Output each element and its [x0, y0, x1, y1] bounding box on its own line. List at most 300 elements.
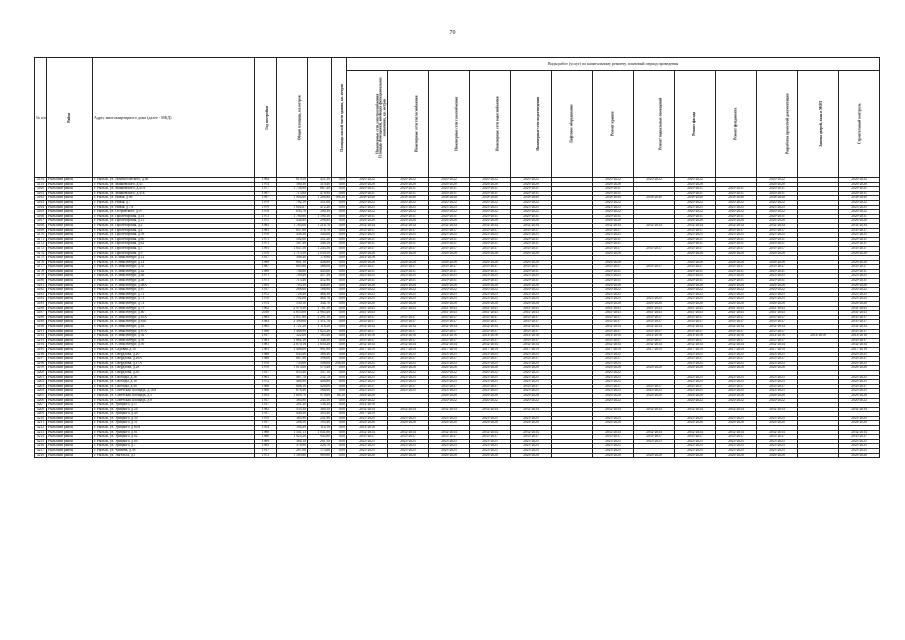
cell-work-period: 2017-2019: [470, 347, 511, 352]
cell-work-period: 2014-2016: [470, 334, 511, 339]
cell-area-living: 398,00: [308, 357, 332, 362]
cell-address: г. Рыльск, ул. Садовая, д.10: [93, 347, 255, 352]
cell-work-period: 2041-2043: [593, 306, 634, 311]
cell-work-period: 2029-2031: [470, 237, 511, 242]
cell-work-period: 2026-2028: [347, 182, 388, 187]
cell-area-total: 287,00: [277, 449, 308, 454]
cell-work-period: 2020-2022: [429, 178, 470, 183]
cell-address: г. Рыльск, ул. Р.Люксембург, д.14: [93, 260, 255, 265]
cell-work-period: 2035-2037: [511, 246, 552, 251]
cell-work-period: 2023-2025: [511, 361, 552, 366]
cell-address: г. Рыльск, ул. Р.Люксембург, д.67: [93, 288, 255, 293]
cell-area-total: 1 589,80: [277, 453, 308, 458]
cell-work-period: 2029-2031: [511, 214, 552, 219]
cell-work-period: 2020-2022: [511, 370, 552, 375]
cell-work-period: 2023-2025: [675, 439, 716, 444]
cell-work-period: 2035-2037: [429, 435, 470, 440]
cell-district: Рыльский район: [47, 283, 93, 288]
cell-work-period: 2023-2025: [511, 292, 552, 297]
cell-work-period: 2032-2034: [470, 407, 511, 412]
cell-work-period: 2032-2034: [470, 325, 511, 330]
cell-district: Рыльский район: [47, 242, 93, 247]
cell-work-period: 2026-2028: [839, 302, 880, 307]
cell-area-commercial: 0,00: [332, 430, 347, 435]
cell-work-period: 2023-2025: [839, 361, 880, 366]
cell-address: г. Рыльск, ул. Свободы, д.40: [93, 384, 255, 389]
cell-work-period: 2029-2031: [593, 191, 634, 196]
cell-work-period: 2041-2043: [757, 311, 798, 316]
cell-work-period: 2029-2031: [470, 279, 511, 284]
cell-year: 1962: [255, 306, 277, 311]
cell-work-period: 2035-2037: [634, 265, 675, 270]
cell-address: г. Рыльск, ул. Пролетарская, д.2: [93, 223, 255, 228]
cell-area-living: 351,20: [308, 237, 332, 242]
cell-work-period: 2035-2037: [757, 246, 798, 251]
cell-work-period: 2029-2031: [716, 237, 757, 242]
cell-work-period: 2035-2037: [429, 246, 470, 251]
cell-work-period: 2023-2025: [429, 416, 470, 421]
cell-work-period: 2020-2022: [429, 288, 470, 293]
cell-work-period: 2029-2031: [511, 187, 552, 192]
cell-year: 1983: [255, 444, 277, 449]
cell-address: г. Рыльск, ул. Р.Люксембург, д.42: [93, 269, 255, 274]
cell-area-living: 344,70: [308, 302, 332, 307]
cell-address: г. Рыльск, ул. Урицкого, д.60А: [93, 426, 255, 431]
cell-work-period: 2023-2025: [716, 233, 757, 238]
cell-work-period: 2020-2022: [470, 200, 511, 205]
cell-work-period: 2029-2031: [839, 242, 880, 247]
cell-work-period: 2017-2019: [593, 347, 634, 352]
cell-work-period: 2026-2028: [511, 453, 552, 458]
cell-address: г. Рыльск, ул. Р.Люксембург, д.80: [93, 311, 255, 316]
cell-work-period: 2035-2037: [839, 228, 880, 233]
cell-work-period: 2023-2025: [593, 292, 634, 297]
cell-work-period: 2017-2019: [634, 347, 675, 352]
cell-work-period: 2023-2025: [593, 205, 634, 210]
cell-area-commercial: 0,00: [332, 338, 347, 343]
cell-work-period: 2023-2025: [470, 449, 511, 454]
cell-work-period: 2023-2025: [839, 274, 880, 279]
cell-area-living: 508,00: [308, 361, 332, 366]
cell-work-period: 2023-2025: [470, 375, 511, 380]
cell-work-period: 2023-2025: [675, 361, 716, 366]
cell-work-period: 2023-2025: [593, 361, 634, 366]
cell-work-period: 2029-2031: [593, 237, 634, 242]
cell-work-period: 2035-2037: [511, 228, 552, 233]
cell-year: 1978: [255, 210, 277, 215]
header-work-elevator: Лифтовое оборудование: [552, 71, 593, 178]
cell-work-period: 2020-2022: [675, 398, 716, 403]
cell-work-period: 2029-2031: [675, 214, 716, 219]
cell-area-living: 404,80: [308, 380, 332, 385]
cell-area-total: 713,80: [277, 191, 308, 196]
cell-work-period: 2026-2028: [716, 453, 757, 458]
cell-work-period: 2038-2040: [634, 196, 675, 201]
cell-area-living: 1 041,60: [308, 430, 332, 435]
cell-work-period: 2026-2028: [839, 393, 880, 398]
cell-district: Рыльский район: [47, 398, 93, 403]
cell-work-period: 2023-2025: [839, 444, 880, 449]
cell-area-total: 440,30: [277, 412, 308, 417]
cell-work-period: 2032-2034: [716, 407, 757, 412]
cell-area-commercial: 86,30: [332, 393, 347, 398]
cell-work-period: 2041-2043: [716, 306, 757, 311]
cell-work-period: 2035-2037: [593, 384, 634, 389]
cell-work-period: 2029-2031: [675, 187, 716, 192]
cell-area-total: 713,40: [277, 279, 308, 284]
cell-area-commercial: 0,00: [332, 260, 347, 265]
cell-work-period: 2026-2028: [839, 283, 880, 288]
cell-work-period: 2026-2028: [347, 260, 388, 265]
cell-work-period: 2032-2034: [429, 407, 470, 412]
cell-address: г. Рыльск, ул. Урицкого, д.7: [93, 444, 255, 449]
cell-work-period: 2020-2022: [388, 370, 429, 375]
cell-work-period: 2020-2022: [470, 178, 511, 183]
cell-area-commercial: 0,00: [332, 200, 347, 205]
cell-year: 1954: [255, 426, 277, 431]
cell-area-living: 243,50: [308, 398, 332, 403]
cell-work-period: 2035-2037: [347, 435, 388, 440]
cell-area-living: 991,80: [308, 347, 332, 352]
cell-area-living: 576,70: [308, 228, 332, 233]
cell-work-period: 2023-2025: [388, 352, 429, 357]
header-work-design-docs: Разработка проектной документации: [757, 71, 798, 178]
cell-work-period: 2035-2037: [388, 384, 429, 389]
cell-address: г. Рыльск, ул. Р.Люксембург, д.83: [93, 325, 255, 330]
cell-work-period: 2020-2022: [757, 398, 798, 403]
cell-area-commercial: 0,00: [332, 256, 347, 261]
cell-area-living: 347,10: [308, 370, 332, 375]
cell-work-period: 2023-2025: [593, 444, 634, 449]
cell-work-period: 2023-2025: [347, 352, 388, 357]
cell-work-period: 2035-2037: [839, 315, 880, 320]
cell-area-living: 114,10: [308, 426, 332, 431]
cell-work-period: 2023-2025: [716, 292, 757, 297]
cell-number: 4194: [35, 343, 47, 348]
cell-work-period: 2035-2037: [593, 265, 634, 270]
cell-area-total: 1 736,90: [277, 187, 308, 192]
cell-area-living: 970,60: [308, 393, 332, 398]
cell-area-commercial: 0,00: [332, 453, 347, 458]
cell-work-period: 2032-2034: [716, 343, 757, 348]
cell-work-period: 2029-2031: [511, 242, 552, 247]
cell-work-period: 2029-2031: [347, 242, 388, 247]
cell-district: Рыльский район: [47, 297, 93, 302]
cell-work-period: 2026-2028: [388, 283, 429, 288]
cell-area-total: 1 488,90: [277, 329, 308, 334]
cell-work-period: 2035-2037: [716, 265, 757, 270]
cell-work-period: 2023-2025: [757, 439, 798, 444]
cell-year: 1979: [255, 200, 277, 205]
cell-work-period: 2035-2037: [593, 315, 634, 320]
cell-address: г. Рыльск, ул. Р.Люксембург, д.95: [93, 343, 255, 348]
cell-work-period: 2023-2025: [757, 416, 798, 421]
cell-work-period: 2032-2034: [470, 430, 511, 435]
cell-district: Рыльский район: [47, 449, 93, 454]
cell-work-period: 2026-2028: [511, 421, 552, 426]
cell-work-period: 2023-2025: [388, 380, 429, 385]
cell-work-period: 2032-2034: [593, 343, 634, 348]
cell-work-period: 2029-2031: [593, 242, 634, 247]
cell-work-period: 2032-2034: [839, 407, 880, 412]
cell-year: 1985: [255, 325, 277, 330]
cell-number: 4209: [35, 412, 47, 417]
cell-work-period: 2035-2037: [634, 246, 675, 251]
cell-work-period: 2032-2034: [757, 325, 798, 330]
cell-area-commercial: 0,00: [332, 389, 347, 394]
cell-work-period: 2023-2025: [347, 416, 388, 421]
cell-area-total: 605,80: [277, 265, 308, 270]
cell-work-period: 2023-2025: [675, 416, 716, 421]
cell-work-period: 2023-2025: [634, 297, 675, 302]
cell-district: Рыльский район: [47, 200, 93, 205]
cell-work-period: 2023-2025: [675, 205, 716, 210]
cell-work-period: 2026-2028: [675, 453, 716, 458]
cell-area-total: 1 862,10: [277, 338, 308, 343]
cell-work-period: 2035-2037: [757, 228, 798, 233]
cell-work-period: 2023-2025: [675, 292, 716, 297]
cell-work-period: 2023-2025: [511, 380, 552, 385]
cell-work-period: 2023-2025: [388, 389, 429, 394]
cell-work-period: 2038-2040: [347, 196, 388, 201]
cell-work-period: 2035-2037: [634, 329, 675, 334]
cell-work-period: 2023-2025: [757, 380, 798, 385]
cell-work-period: 2035-2037: [347, 338, 388, 343]
cell-work-period: 2023-2025: [675, 444, 716, 449]
cell-work-period: 2038-2040: [716, 196, 757, 201]
cell-work-period: 2035-2037: [347, 246, 388, 251]
cell-work-period: 2023-2025: [388, 233, 429, 238]
cell-work-period: 2014-2016: [634, 334, 675, 339]
cell-work-period: 2020-2022: [839, 200, 880, 205]
header-area-living: Площадь жилой части здания, кв. метров: [308, 58, 332, 178]
cell-work-period: 2035-2037: [388, 357, 429, 362]
cell-work-period: 2035-2037: [675, 315, 716, 320]
cell-work-period: 2026-2028: [675, 302, 716, 307]
cell-work-period: 2026-2028: [347, 251, 388, 256]
cell-area-living: 138,30: [308, 403, 332, 408]
cell-number: 4164: [35, 205, 47, 210]
cell-work-period: 2023-2025: [470, 297, 511, 302]
cell-work-period: 2023-2025: [839, 380, 880, 385]
cell-district: Рыльский район: [47, 329, 93, 334]
cell-district: Рыльский район: [47, 338, 93, 343]
cell-area-total: 709,40: [277, 274, 308, 279]
cell-work-period: 2023-2025: [470, 274, 511, 279]
cell-work-period: 2032-2034: [839, 430, 880, 435]
cell-work-period: 2041-2043: [429, 311, 470, 316]
cell-work-period: 2014-2016: [429, 334, 470, 339]
cell-work-period: 2029-2031: [388, 237, 429, 242]
cell-year: 1917: [255, 288, 277, 293]
cell-area-living: 568,60: [308, 389, 332, 394]
cell-work-period: 2038-2040: [839, 196, 880, 201]
cell-work-period: 2032-2034: [757, 223, 798, 228]
cell-work-period: 2038-2040: [511, 196, 552, 201]
cell-work-period: 2029-2031: [675, 242, 716, 247]
cell-area-living: 464,70: [308, 297, 332, 302]
cell-number: 4199: [35, 366, 47, 371]
cell-district: Рыльский район: [47, 178, 93, 183]
cell-work-period: 2026-2028: [593, 302, 634, 307]
cell-work-period: 2023-2025: [347, 205, 388, 210]
cell-address: г. Рыльск, ул. Урицкого, д.51: [93, 421, 255, 426]
cell-work-period: 2020-2022: [347, 178, 388, 183]
cell-work-period: 2032-2034: [593, 223, 634, 228]
cell-work-period: 2020-2022: [511, 398, 552, 403]
cell-area-total: 194,40: [277, 426, 308, 431]
cell-district: Рыльский район: [47, 292, 93, 297]
cell-number: 4174: [35, 251, 47, 256]
cell-area-total: 643,40: [277, 352, 308, 357]
cell-work-period: 2029-2031: [347, 237, 388, 242]
cell-work-period: 2023-2025: [388, 439, 429, 444]
cell-area-commercial: 0,00: [332, 329, 347, 334]
cell-work-period: 2029-2031: [757, 279, 798, 284]
cell-area-commercial: 0,00: [332, 370, 347, 375]
cell-year: 1975: [255, 219, 277, 224]
cell-work-period: 2023-2025: [470, 439, 511, 444]
cell-area-commercial: 0,00: [332, 265, 347, 270]
cell-work-period: 2032-2034: [634, 343, 675, 348]
cell-area-total: 1 721,20: [277, 325, 308, 330]
cell-number: 4171: [35, 237, 47, 242]
cell-district: Рыльский район: [47, 416, 93, 421]
cell-area-living: 1 190,10: [308, 214, 332, 219]
cell-district: Рыльский район: [47, 302, 93, 307]
cell-district: Рыльский район: [47, 187, 93, 192]
cell-area-commercial: 168,20: [332, 196, 347, 201]
cell-work-period: 2023-2025: [347, 449, 388, 454]
cell-work-period: 2017-2019: [388, 347, 429, 352]
cell-year: 1983: [255, 315, 277, 320]
cell-address: г. Рыльск, ул. Энгельса, д.1: [93, 453, 255, 458]
cell-area-living: 178,90: [308, 256, 332, 261]
header-work-gas: Инженерные сети газоснабжения: [429, 71, 470, 178]
cell-work-period: 2023-2025: [470, 380, 511, 385]
cell-address: г. Рыльск, ул. Урицкого, д.64: [93, 439, 255, 444]
cell-work-period: 2023-2025: [429, 375, 470, 380]
cell-area-living: 445,00: [308, 269, 332, 274]
cell-area-commercial: 0,00: [332, 421, 347, 426]
cell-area-commercial: 0,00: [332, 214, 347, 219]
cell-number: 4210: [35, 416, 47, 421]
cell-area-living: 1 039,50: [308, 251, 332, 256]
cell-district: Рыльский район: [47, 228, 93, 233]
cell-work-period: 2023-2025: [511, 416, 552, 421]
cell-work-period: 2020-2022: [511, 200, 552, 205]
cell-work-period: 2026-2028: [716, 302, 757, 307]
cell-address: г. Рыльск, ул. Новая, д.86: [93, 196, 255, 201]
cell-district: Рыльский район: [47, 366, 93, 371]
cell-work-period: 2035-2037: [593, 320, 634, 325]
cell-work-period: 2026-2028: [470, 283, 511, 288]
cell-area-commercial: 0,00: [332, 237, 347, 242]
cell-number: 4208: [35, 407, 47, 412]
cell-work-period: 2026-2028: [511, 366, 552, 371]
cell-work-period: 2023-2025: [429, 361, 470, 366]
cell-district: Рыльский район: [47, 246, 93, 251]
cell-address: г. Рыльск, ул. Пролетарская, д.60: [93, 237, 255, 242]
cell-work-period: 2017-2019: [675, 347, 716, 352]
cell-work-period: 2026-2028: [757, 251, 798, 256]
cell-number: 4214: [35, 435, 47, 440]
cell-area-commercial: 0,00: [332, 288, 347, 293]
cell-work-period: 2023-2025: [757, 352, 798, 357]
cell-area-total: 208,50: [277, 421, 308, 426]
cell-year: 1917: [255, 421, 277, 426]
cell-district: Рыльский район: [47, 380, 93, 385]
cell-work-period: 2032-2034: [675, 343, 716, 348]
cell-address: г. Рыльск, ул. Пролетарская, д.58: [93, 233, 255, 238]
cell-work-period: 2032-2034: [839, 325, 880, 330]
cell-work-period: 2035-2037: [347, 357, 388, 362]
cell-work-period: 2020-2022: [675, 200, 716, 205]
cell-work-period: 2023-2025: [388, 292, 429, 297]
cell-work-period: 2023-2025: [839, 352, 880, 357]
cell-work-period: 2035-2037: [593, 329, 634, 334]
cell-area-total: 268,60: [277, 288, 308, 293]
cell-work-period: 2026-2028: [757, 182, 798, 187]
cell-work-period: 2035-2037: [347, 320, 388, 325]
cell-area-total: 1 013,00: [277, 366, 308, 371]
cell-work-period: 2020-2022: [839, 178, 880, 183]
cell-work-period: 2032-2034: [347, 223, 388, 228]
cell-number: 4216: [35, 444, 47, 449]
cell-work-period: 2017-2019: [347, 347, 388, 352]
cell-work-period: 2023-2025: [593, 416, 634, 421]
cell-year: 1917: [255, 334, 277, 339]
cell-district: Рыльский район: [47, 210, 93, 215]
cell-work-period: 2026-2028: [593, 421, 634, 426]
cell-work-period: 2020-2022: [429, 398, 470, 403]
cell-work-period: 2035-2037: [757, 357, 798, 362]
cell-work-period: 2026-2028: [675, 251, 716, 256]
cell-district: Рыльский район: [47, 361, 93, 366]
cell-work-period: 2026-2028: [511, 393, 552, 398]
cell-area-commercial: 0,00: [332, 435, 347, 440]
cell-work-period: 2026-2028: [511, 182, 552, 187]
cell-year: 1985: [255, 223, 277, 228]
cell-work-period: 2023-2025: [511, 205, 552, 210]
cell-year: 1986: [255, 430, 277, 435]
cell-district: Рыльский район: [47, 219, 93, 224]
cell-work-period: 2023-2025: [511, 449, 552, 454]
cell-work-period: 2023-2025: [716, 444, 757, 449]
cell-number: 4163: [35, 200, 47, 205]
header-work-heating: Инженерные сети теплоснабжения: [388, 71, 429, 178]
cell-district: Рыльский район: [47, 214, 93, 219]
cell-work-period: 2020-2022: [716, 210, 757, 215]
cell-number: 4189: [35, 320, 47, 325]
cell-work-period: 2035-2037: [388, 228, 429, 233]
cell-address: г. Рыльск, ул. Советская Площадь, д.5: [93, 393, 255, 398]
cell-work-period: 2032-2034: [511, 407, 552, 412]
header-work-electric: Инженерные сети электроснабжения: [347, 71, 388, 178]
cell-work-period: 2032-2034: [634, 430, 675, 435]
cell-district: Рыльский район: [47, 279, 93, 284]
cell-work-period: 2035-2037: [347, 329, 388, 334]
cell-work-period: 2026-2028: [511, 260, 552, 265]
cell-work-period: 2023-2025: [470, 292, 511, 297]
cell-address: г. Рыльск, ул. Пролетарская, д.9: [93, 251, 255, 256]
cell-area-living: 368,00: [308, 265, 332, 270]
cell-area-commercial: 0,00: [332, 407, 347, 412]
cell-area-commercial: 0,00: [332, 251, 347, 256]
cell-work-period: 2029-2031: [429, 279, 470, 284]
cell-area-total: 385,80: [277, 398, 308, 403]
cell-work-period: 2041-2043: [429, 306, 470, 311]
